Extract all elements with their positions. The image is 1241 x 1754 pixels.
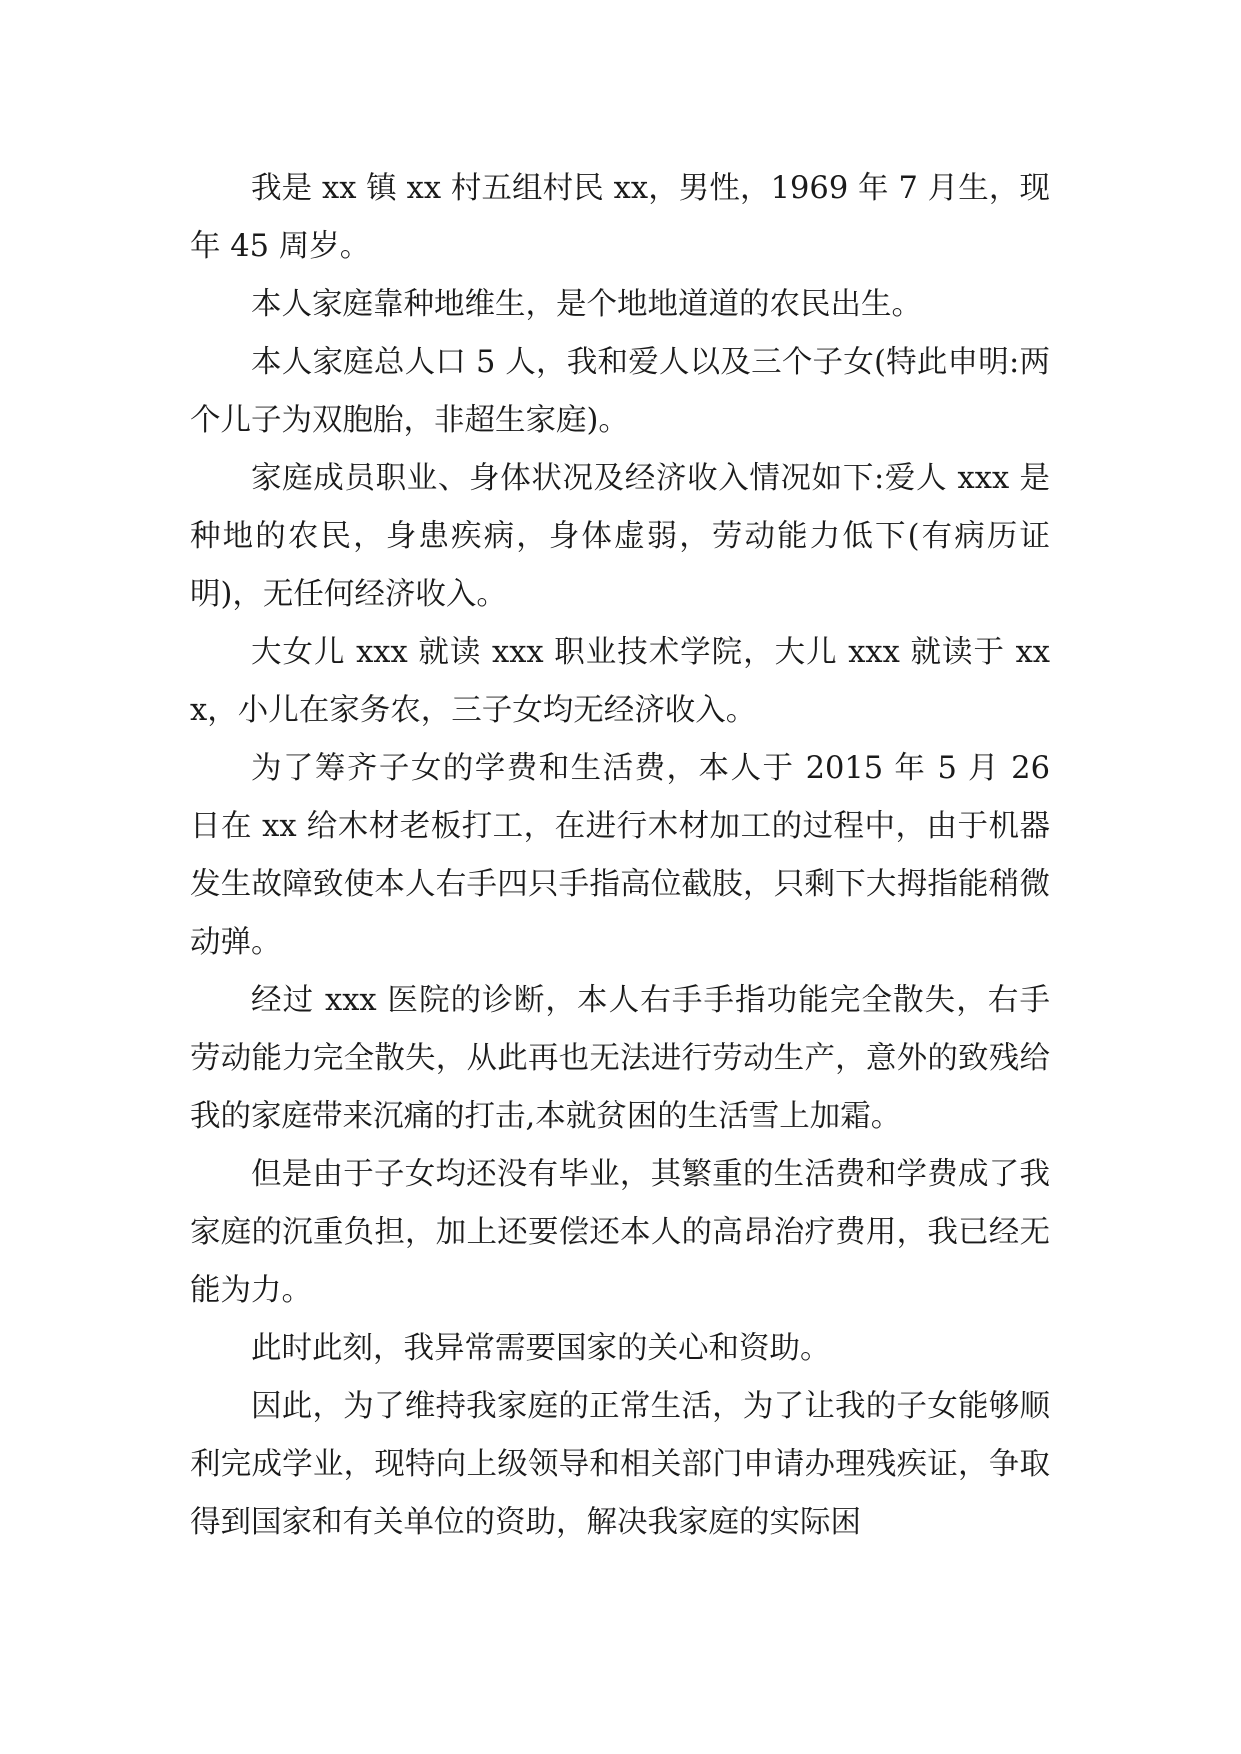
document-body xyxy=(190,160,1050,1552)
paragraph-1: 我是 xx 镇 xx 村五组村民 xx，男性，1969 年 7 月生，现年 45 周岁。 xyxy=(190,171,1050,264)
paragraph-7: 经过 xxx 医院的诊断，本人右手手指功能完全散失，右手劳动能力完全散失，从此再也无法进行劳动生产，意外的致残给我的家庭带来沉痛的打击,本就贫困的生活雪上加霜。 xyxy=(190,983,1050,1134)
paragraph-2: 本人家庭靠种地维生，是个地地道道的农民出生。 xyxy=(251,287,922,322)
paragraph-4: 家庭成员职业、身体状况及经济收入情况如下:爱人 xxx 是种地的农民，身患疾病，身体虚弱，劳动能力低下(有病历证明)，无任何经济收入。 xyxy=(190,461,1050,612)
paragraph-6: 为了筹齐子女的学费和生活费，本人于 2015 年 5 月 26 日在 xx 给木材老板打工，在进行木材加工的过程中，由于机器发生故障致使本人右手四只手指高位截肢，只剩下大拇指能稍微动弹。 xyxy=(190,751,1050,960)
paragraph-9: 此时此刻，我异常需要国家的关心和资助。 xyxy=(251,1331,831,1366)
paragraph-8: 但是由于子女均还没有毕业，其繁重的生活费和学费成了我家庭的沉重负担，加上还要偿还本人的高昂治疗费用，我已经无能为力。 xyxy=(190,1157,1050,1308)
paragraph-3: 本人家庭总人口 5 人，我和爱人以及三个子女(特此申明:两个儿子为双胞胎，非超生家庭)。 xyxy=(190,345,1050,438)
paragraph-10: 因此，为了维持我家庭的正常生活，为了让我的子女能够顺利完成学业，现特向上级领导和相关部门申请办理残疾证，争取得到国家和有关单位的资助，解决我家庭的实际困 xyxy=(190,1389,1050,1540)
paragraph-5: 大女儿 xxx 就读 xxx 职业技术学院，大儿 xxx 就读于 xxx，小儿在家务农，三子女均无经济收入。 xyxy=(190,635,1050,728)
